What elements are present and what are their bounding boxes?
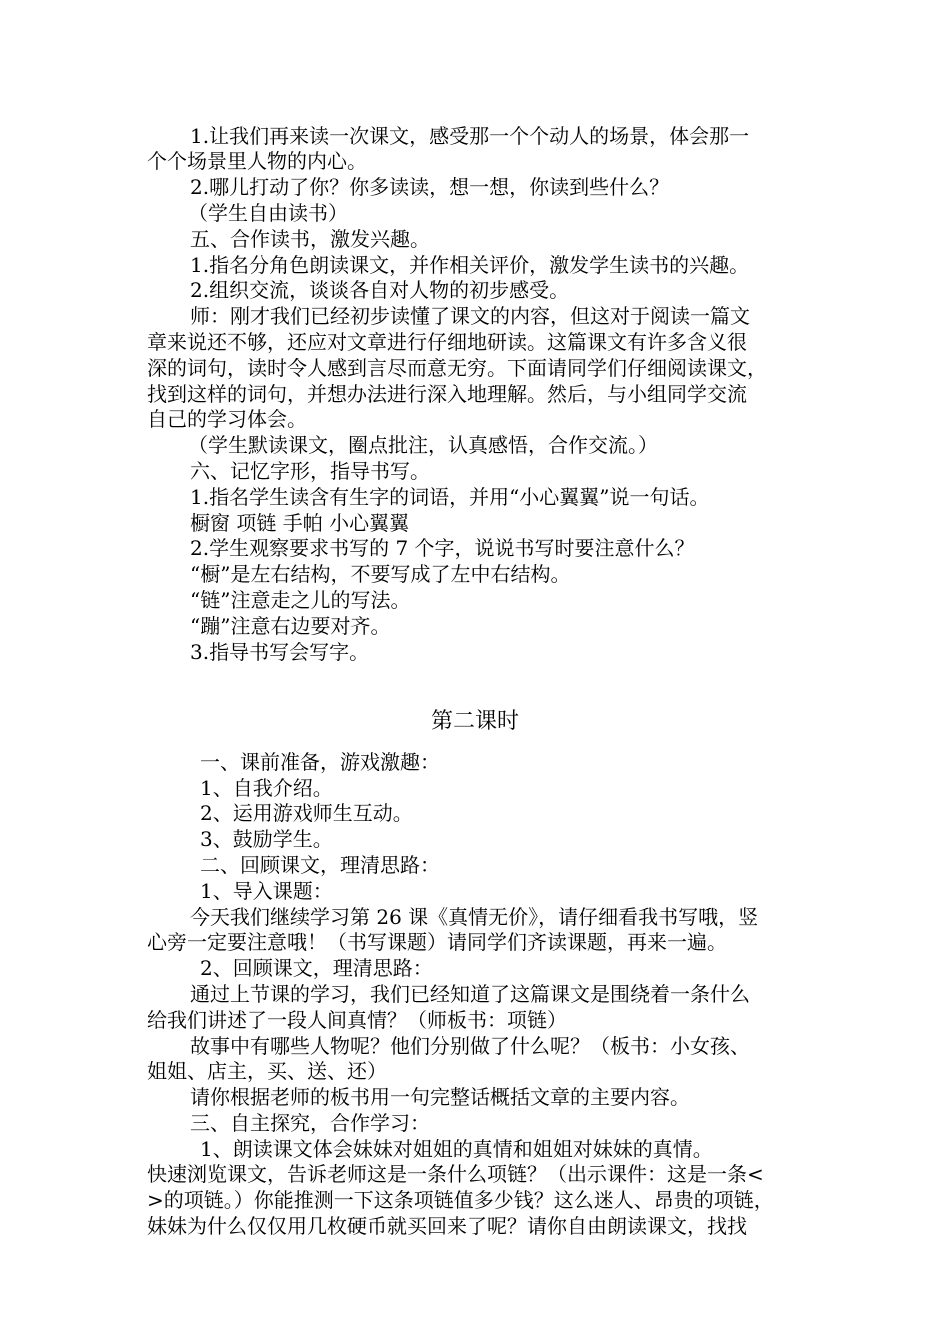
text-line: 找到这样的词句，并想办法进行深入地理解。然后，与小组同学交流	[147, 382, 747, 406]
text-line: 2、回顾课文，理清思路：	[200, 956, 433, 980]
text-line: 橱窗 项链 手帕 小心翼翼	[190, 511, 410, 535]
text-line: 2.哪儿打动了你？你多读读，想一想，你读到些什么？	[190, 175, 670, 199]
text-line: 1、导入课题：	[200, 879, 333, 903]
text-line: 3、鼓励学生。	[200, 827, 333, 851]
text-line: 深的词句，读时令人感到言尽而意无穷。下面请同学们仔细阅读课文，	[147, 356, 767, 380]
text-line: >的项链。）你能推测一下这条项链值多少钱？这么迷人、昂贵的项链，	[147, 1188, 774, 1212]
text-line: 1.指名分角色朗读课文，并作相关评价，激发学生读书的兴趣。	[190, 253, 750, 277]
text-line: 1.让我们再来读一次课文，感受那一个个动人的场景，体会那一	[190, 124, 750, 148]
text-line: 妹妹为什么仅仅用几枚硬币就买回来了呢？请你自由朗读课文，找找	[147, 1214, 747, 1238]
text-line: 2.组织交流，谈谈各自对人物的初步感受。	[190, 278, 570, 302]
text-line: “链”注意走之儿的写法。	[190, 588, 411, 612]
text-line: 自己的学习体会。	[147, 407, 307, 431]
section-title: 第二课时	[430, 709, 519, 734]
text-line: 师：刚才我们已经初步读懂了课文的内容，但这对于阅读一篇文	[190, 304, 750, 328]
text-line: “蹦”注意右边要对齐。	[190, 614, 391, 638]
text-line: 姐姐、店主，买、送、还）	[147, 1059, 387, 1083]
text-line: 快速浏览课文，告诉老师这是一条什么项链？（出示课件：这是一条<	[147, 1162, 764, 1186]
text-line: 通过上节课的学习，我们已经知道了这篇课文是围绕着一条什么	[190, 982, 750, 1006]
text-line: 六、记忆字形，指导书写。	[190, 459, 430, 483]
text-line: 1、自我介绍。	[200, 776, 333, 800]
text-line: 1、朗读课文体会妹妹对姐姐的真情和姐姐对妹妹的真情。	[200, 1137, 713, 1161]
text-line: 一、课前准备，游戏激趣：	[200, 750, 440, 774]
text-line: 2、运用游戏师生互动。	[200, 801, 413, 825]
text-line: 章来说还不够，还应对文章进行仔细地研读。这篇课文有许多含义很	[147, 330, 747, 354]
text-line: 2.学生观察要求书写的 7 个字，说说书写时要注意什么？	[190, 536, 695, 560]
text-line: 故事中有哪些人物呢？他们分别做了什么呢？（板书：小女孩、	[190, 1034, 750, 1058]
text-line: 二、回顾课文，理清思路：	[200, 853, 440, 877]
text-line: （学生自由读书）	[188, 201, 348, 225]
text-line: 请你根据老师的板书用一句完整话概括文章的主要内容。	[190, 1085, 690, 1109]
text-line: 五、合作读书，激发兴趣。	[190, 227, 430, 251]
text-line: 三、自主探究，合作学习：	[190, 1111, 430, 1135]
text-line: 3.指导书写会写字。	[190, 640, 370, 664]
text-line: 心旁一定要注意哦！（书写课题）请同学们齐读课题，再来一遍。	[147, 930, 727, 954]
text-line: 个个场景里人物的内心。	[147, 149, 367, 173]
text-line: 1.指名学生读含有生字的词语，并用“小心翼翼”说一句话。	[190, 485, 710, 509]
text-line: （学生默读课文，圈点批注，认真感悟，合作交流。）	[188, 433, 658, 457]
text-line: “橱”是左右结构，不要写成了左中右结构。	[190, 562, 571, 586]
text-line: 今天我们继续学习第 26 课《真情无价》，请仔细看我书写哦，竖	[190, 905, 759, 929]
text-line: 给我们讲述了一段人间真情？（师板书：项链）	[147, 1008, 567, 1032]
